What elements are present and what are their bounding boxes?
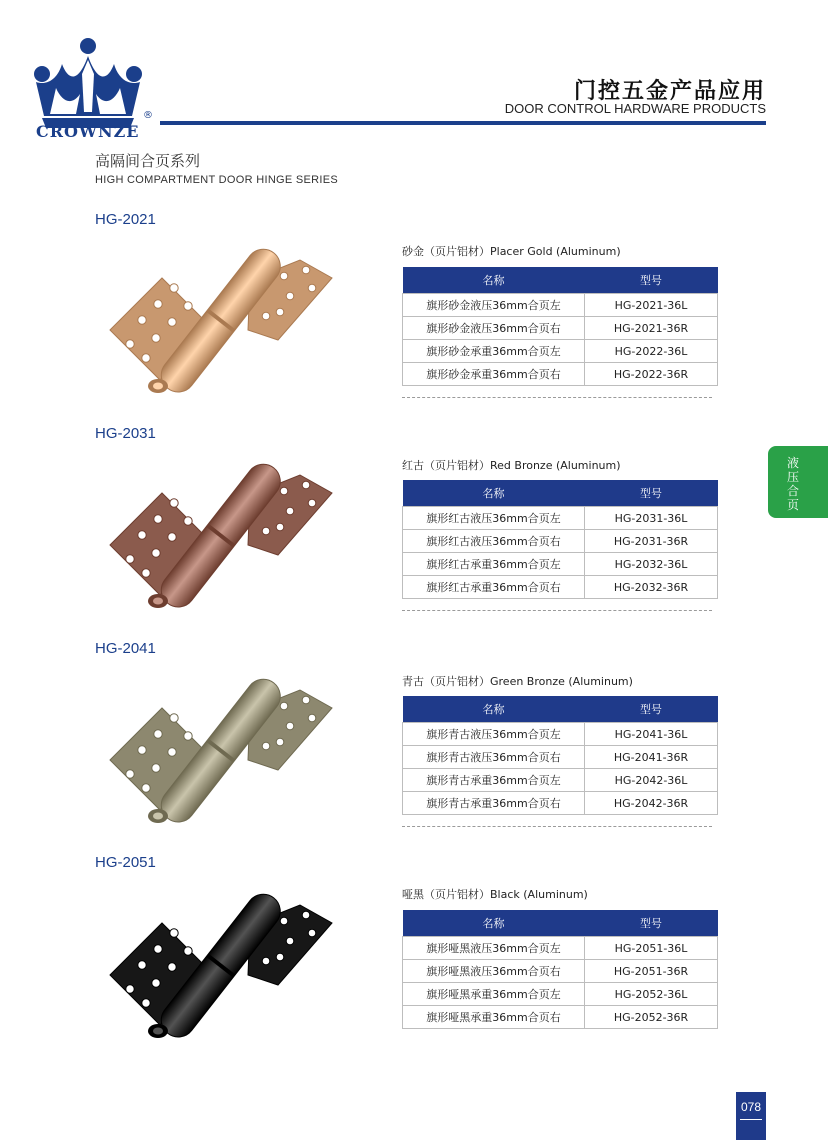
product-code: HG-2042-36L xyxy=(585,769,718,792)
col-header-name: 名称 xyxy=(403,480,585,507)
table-row xyxy=(403,576,718,599)
series-title-cn: 高隔间合页系列 xyxy=(95,152,201,170)
product-name: 旗形青古承重36mm合页左 xyxy=(403,769,585,792)
header-title-en: DOOR CONTROL HARDWARE PRODUCTS xyxy=(504,101,766,116)
product-code: HG-2032-36L xyxy=(585,553,718,576)
product-code: HG-2042-36R xyxy=(585,792,718,815)
product-name: 旗形青古承重36mm合页右 xyxy=(403,792,585,815)
table-row xyxy=(403,340,718,363)
col-header-name: 名称 xyxy=(403,267,585,294)
col-header-model: 型号 xyxy=(585,910,718,937)
table-row xyxy=(403,769,718,792)
finish-label: 哑黑（页片铝材）Black (Aluminum) xyxy=(402,888,588,901)
product-code: HG-2022-36R xyxy=(585,363,718,386)
spec-table xyxy=(402,480,718,599)
table-row xyxy=(403,746,718,769)
hinge-image xyxy=(100,230,340,400)
product-name: 旗形哑黑液压36mm合页左 xyxy=(403,937,585,960)
product-name: 旗形红古液压36mm合页左 xyxy=(403,507,585,530)
table-row xyxy=(403,960,718,983)
section-divider xyxy=(402,826,712,827)
table-row xyxy=(403,937,718,960)
brand-name: CROWNZE xyxy=(36,122,140,141)
product-code: HG-2031-36L xyxy=(585,507,718,530)
series-title-en: HIGH COMPARTMENT DOOR HINGE SERIES xyxy=(95,174,339,186)
finish-label: 红古（页片铝材）Red Bronze (Aluminum) xyxy=(402,459,621,472)
col-header-name: 名称 xyxy=(403,696,585,723)
product-name: 旗形砂金承重36mm合页右 xyxy=(403,363,585,386)
product-code: HG-2031-36R xyxy=(585,530,718,553)
spec-table xyxy=(402,267,718,386)
model-heading: HG-2031 xyxy=(95,425,156,442)
product-name: 旗形砂金液压36mm合页左 xyxy=(403,294,585,317)
finish-label: 砂金（页片铝材）Placer Gold (Aluminum) xyxy=(402,245,621,258)
model-heading: HG-2051 xyxy=(95,854,156,871)
page-number-rule xyxy=(740,1119,762,1120)
product-code: HG-2032-36R xyxy=(585,576,718,599)
table-row xyxy=(403,553,718,576)
product-code: HG-2051-36L xyxy=(585,937,718,960)
product-code: HG-2041-36R xyxy=(585,746,718,769)
product-name: 旗形红古承重36mm合页右 xyxy=(403,576,585,599)
product-code: HG-2021-36R xyxy=(585,317,718,340)
product-name: 旗形砂金承重36mm合页左 xyxy=(403,340,585,363)
product-name: 旗形哑黑承重36mm合页左 xyxy=(403,983,585,1006)
table-row xyxy=(403,1006,718,1029)
product-name: 旗形哑黑液压36mm合页右 xyxy=(403,960,585,983)
finish-label: 青古（页片铝材）Green Bronze (Aluminum) xyxy=(402,675,633,688)
table-row xyxy=(403,317,718,340)
product-code: HG-2051-36R xyxy=(585,960,718,983)
col-header-model: 型号 xyxy=(585,696,718,723)
product-name: 旗形红古液压36mm合页右 xyxy=(403,530,585,553)
product-code: HG-2052-36R xyxy=(585,1006,718,1029)
table-row xyxy=(403,530,718,553)
table-row xyxy=(403,363,718,386)
model-heading: HG-2041 xyxy=(95,640,156,657)
hinge-image xyxy=(100,660,340,830)
section-divider xyxy=(402,610,712,611)
product-code: HG-2052-36L xyxy=(585,983,718,1006)
product-code: HG-2041-36L xyxy=(585,723,718,746)
col-header-model: 型号 xyxy=(585,267,718,294)
page-number: 078 xyxy=(740,1100,762,1114)
product-name: 旗形哑黑承重36mm合页右 xyxy=(403,1006,585,1029)
table-row xyxy=(403,983,718,1006)
table-row xyxy=(403,792,718,815)
product-name: 旗形青古液压36mm合页左 xyxy=(403,723,585,746)
product-name: 旗形砂金液压36mm合页右 xyxy=(403,317,585,340)
hinge-image xyxy=(100,445,340,615)
product-name: 旗形红古承重36mm合页左 xyxy=(403,553,585,576)
header-title-cn: 门控五金产品应用 xyxy=(573,78,766,104)
section-divider xyxy=(402,397,712,398)
hinge-image xyxy=(100,875,340,1045)
col-header-name: 名称 xyxy=(403,910,585,937)
side-tab-label: 液压合页 xyxy=(786,456,799,512)
registered-mark: ® xyxy=(143,110,153,121)
spec-table xyxy=(402,696,718,815)
table-row xyxy=(403,723,718,746)
product-code: HG-2021-36L xyxy=(585,294,718,317)
spec-table xyxy=(402,910,718,1029)
header-rule xyxy=(160,121,766,125)
product-code: HG-2022-36L xyxy=(585,340,718,363)
product-name: 旗形青古液压36mm合页右 xyxy=(403,746,585,769)
table-row xyxy=(403,507,718,530)
model-heading: HG-2021 xyxy=(95,211,156,228)
col-header-model: 型号 xyxy=(585,480,718,507)
table-row xyxy=(403,294,718,317)
